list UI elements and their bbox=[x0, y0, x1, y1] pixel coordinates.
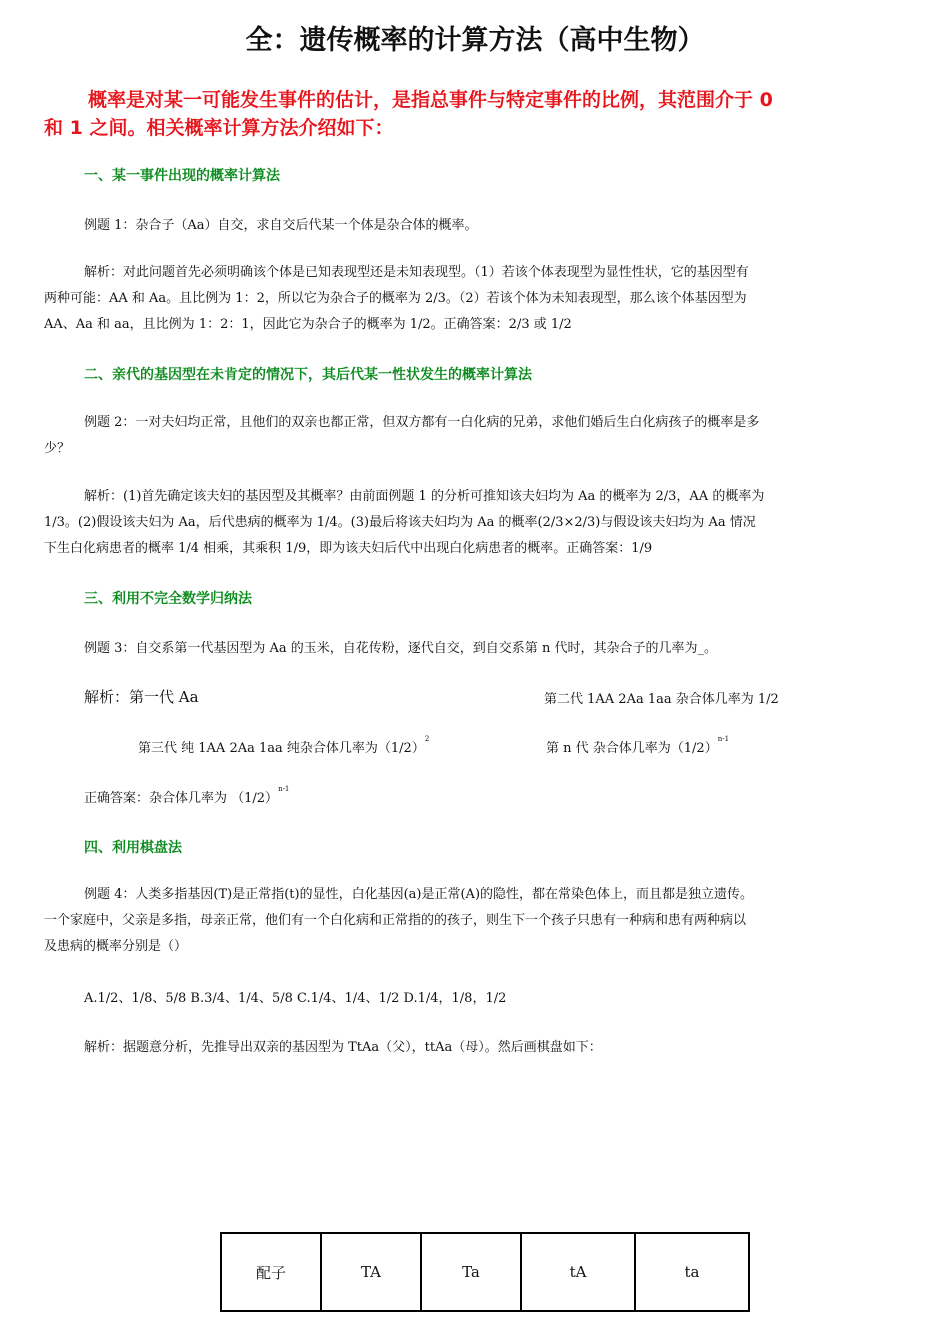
table-row bbox=[221, 1233, 749, 1311]
punnett-square-table bbox=[220, 1232, 750, 1312]
intro-line-1: 概率是对某一可能发生事件的估计，是指总事件与特定事件的比例，其范围介于 0 bbox=[88, 89, 773, 111]
example-2-line: 少？ bbox=[44, 441, 71, 456]
gen3-text: 第三代 纯 1AA 2Aa 1aa 纯杂合体几率为（1/2） bbox=[138, 741, 425, 756]
analysis-1 bbox=[44, 260, 932, 338]
example-2-line: 例题 2：一对夫妇均正常，且他们的双亲也都正常，但双方都有一白化病的兄弟，求他们婚后生白化病孩子的概率是多 bbox=[84, 415, 760, 430]
analysis-4: 解析：据题意分析，先推导出双亲的基因型为 TtAa（父），ttAa（母）。然后画棋盘如下： bbox=[84, 1040, 602, 1055]
analysis-3-gen1: 解析：第一代 Aa bbox=[84, 688, 199, 706]
example-1: 例题 1：杂合子（Aa）自交，求自交后代某一个体是杂合体的概率。 bbox=[84, 218, 478, 233]
answer-3-text: 正确答案：杂合体几率为 （1/2） bbox=[84, 791, 279, 806]
options-4: A.1/2、1/8、5/8 B.3/4、1/4、5/8 C.1/4、1/4、1/2 D.1/4，1/8，1/2 bbox=[84, 991, 507, 1006]
page-title: 全：遗传概率的计算方法（高中生物） bbox=[245, 25, 705, 56]
table-header-cell: ta bbox=[635, 1233, 749, 1311]
analysis-2 bbox=[44, 484, 932, 562]
table-header-cell: 配子 bbox=[221, 1233, 321, 1311]
gen3-exponent: 2 bbox=[424, 735, 430, 743]
table-header-cell: TA bbox=[321, 1233, 421, 1311]
example-2 bbox=[44, 410, 932, 462]
answer-3-exponent: n-1 bbox=[278, 785, 290, 793]
intro-paragraph bbox=[44, 86, 934, 142]
section-2-heading: 二、亲代的基因型在未肯定的情况下，其后代某一性状发生的概率计算法 bbox=[84, 367, 532, 383]
analysis-2-line: 解析：(1)首先确定该夫妇的基因型及其概率？由前面例题 1 的分析可推知该夫妇均为 Aa 的概率为 2/3，AA 的概率为 bbox=[84, 489, 765, 504]
example-4-line: 及患病的概率分别是（） bbox=[44, 939, 188, 954]
analysis-2-line: 下生白化病患者的概率 1/4 相乘，其乘积 1/9，即为该夫妇后代中出现白化病患者的概率。正确答案：1/9 bbox=[44, 541, 653, 556]
example-4-line: 例题 4：人类多指基因(T)是正常指(t)的显性，白化基因(a)是正常(A)的隐性，都在常染色体上，而且都是独立遗传。 bbox=[84, 887, 754, 902]
genn-text: 第 n 代 杂合体几率为（1/2） bbox=[546, 741, 718, 756]
analysis-1-line: 解析：对此问题首先必须明确该个体是已知表现型还是未知表现型。（1）若该个体表现型为显性性状，它的基因型有 bbox=[84, 265, 749, 280]
example-4-line: 一个家庭中，父亲是多指，母亲正常，他们有一个白化病和正常指的的孩子，则生下一个孩子只患有一种病和患有两种病以 bbox=[44, 913, 747, 928]
example-4 bbox=[44, 882, 932, 960]
example-3: 例题 3：自交系第一代基因型为 Aa 的玉米，自花传粉，逐代自交，到自交系第 n 代时，其杂合子的几率为_。 bbox=[84, 641, 717, 656]
table-header-cell: Ta bbox=[421, 1233, 521, 1311]
analysis-3-gen3 bbox=[138, 737, 429, 756]
analysis-1-line: 两种可能：AA 和 Aa。且比例为 1：2，所以它为杂合子的概率为 2/3。（2）若该个体为未知表现型，那么该个体基因型为 bbox=[44, 291, 747, 306]
section-4-heading: 四、利用棋盘法 bbox=[84, 840, 182, 856]
section-3-heading: 三、利用不完全数学归纳法 bbox=[84, 591, 252, 607]
intro-line-2: 和 1 之间。相关概率计算方法介绍如下： bbox=[44, 117, 394, 139]
analysis-1-line: AA、Aa 和 aa，且比例为 1：2：1，因此它为杂合子的概率为 1/2。正确答案：2/3 或 1/2 bbox=[44, 317, 572, 332]
section-1-heading: 一、某一事件出现的概率计算法 bbox=[84, 168, 280, 184]
analysis-2-line: 1/3。(2)假设该夫妇为 Aa，后代患病的概率为 1/4。(3)最后将该夫妇均为 Aa 的概率(2/3×2/3)与假设该夫妇均为 Aa 情况 bbox=[44, 515, 756, 530]
genn-exponent: n-1 bbox=[717, 735, 730, 743]
table-header-cell: tA bbox=[521, 1233, 635, 1311]
analysis-3-genn bbox=[546, 737, 729, 756]
answer-3 bbox=[84, 787, 289, 806]
analysis-3-gen2: 第二代 1AA 2Aa 1aa 杂合体几率为 1/2 bbox=[544, 692, 779, 707]
